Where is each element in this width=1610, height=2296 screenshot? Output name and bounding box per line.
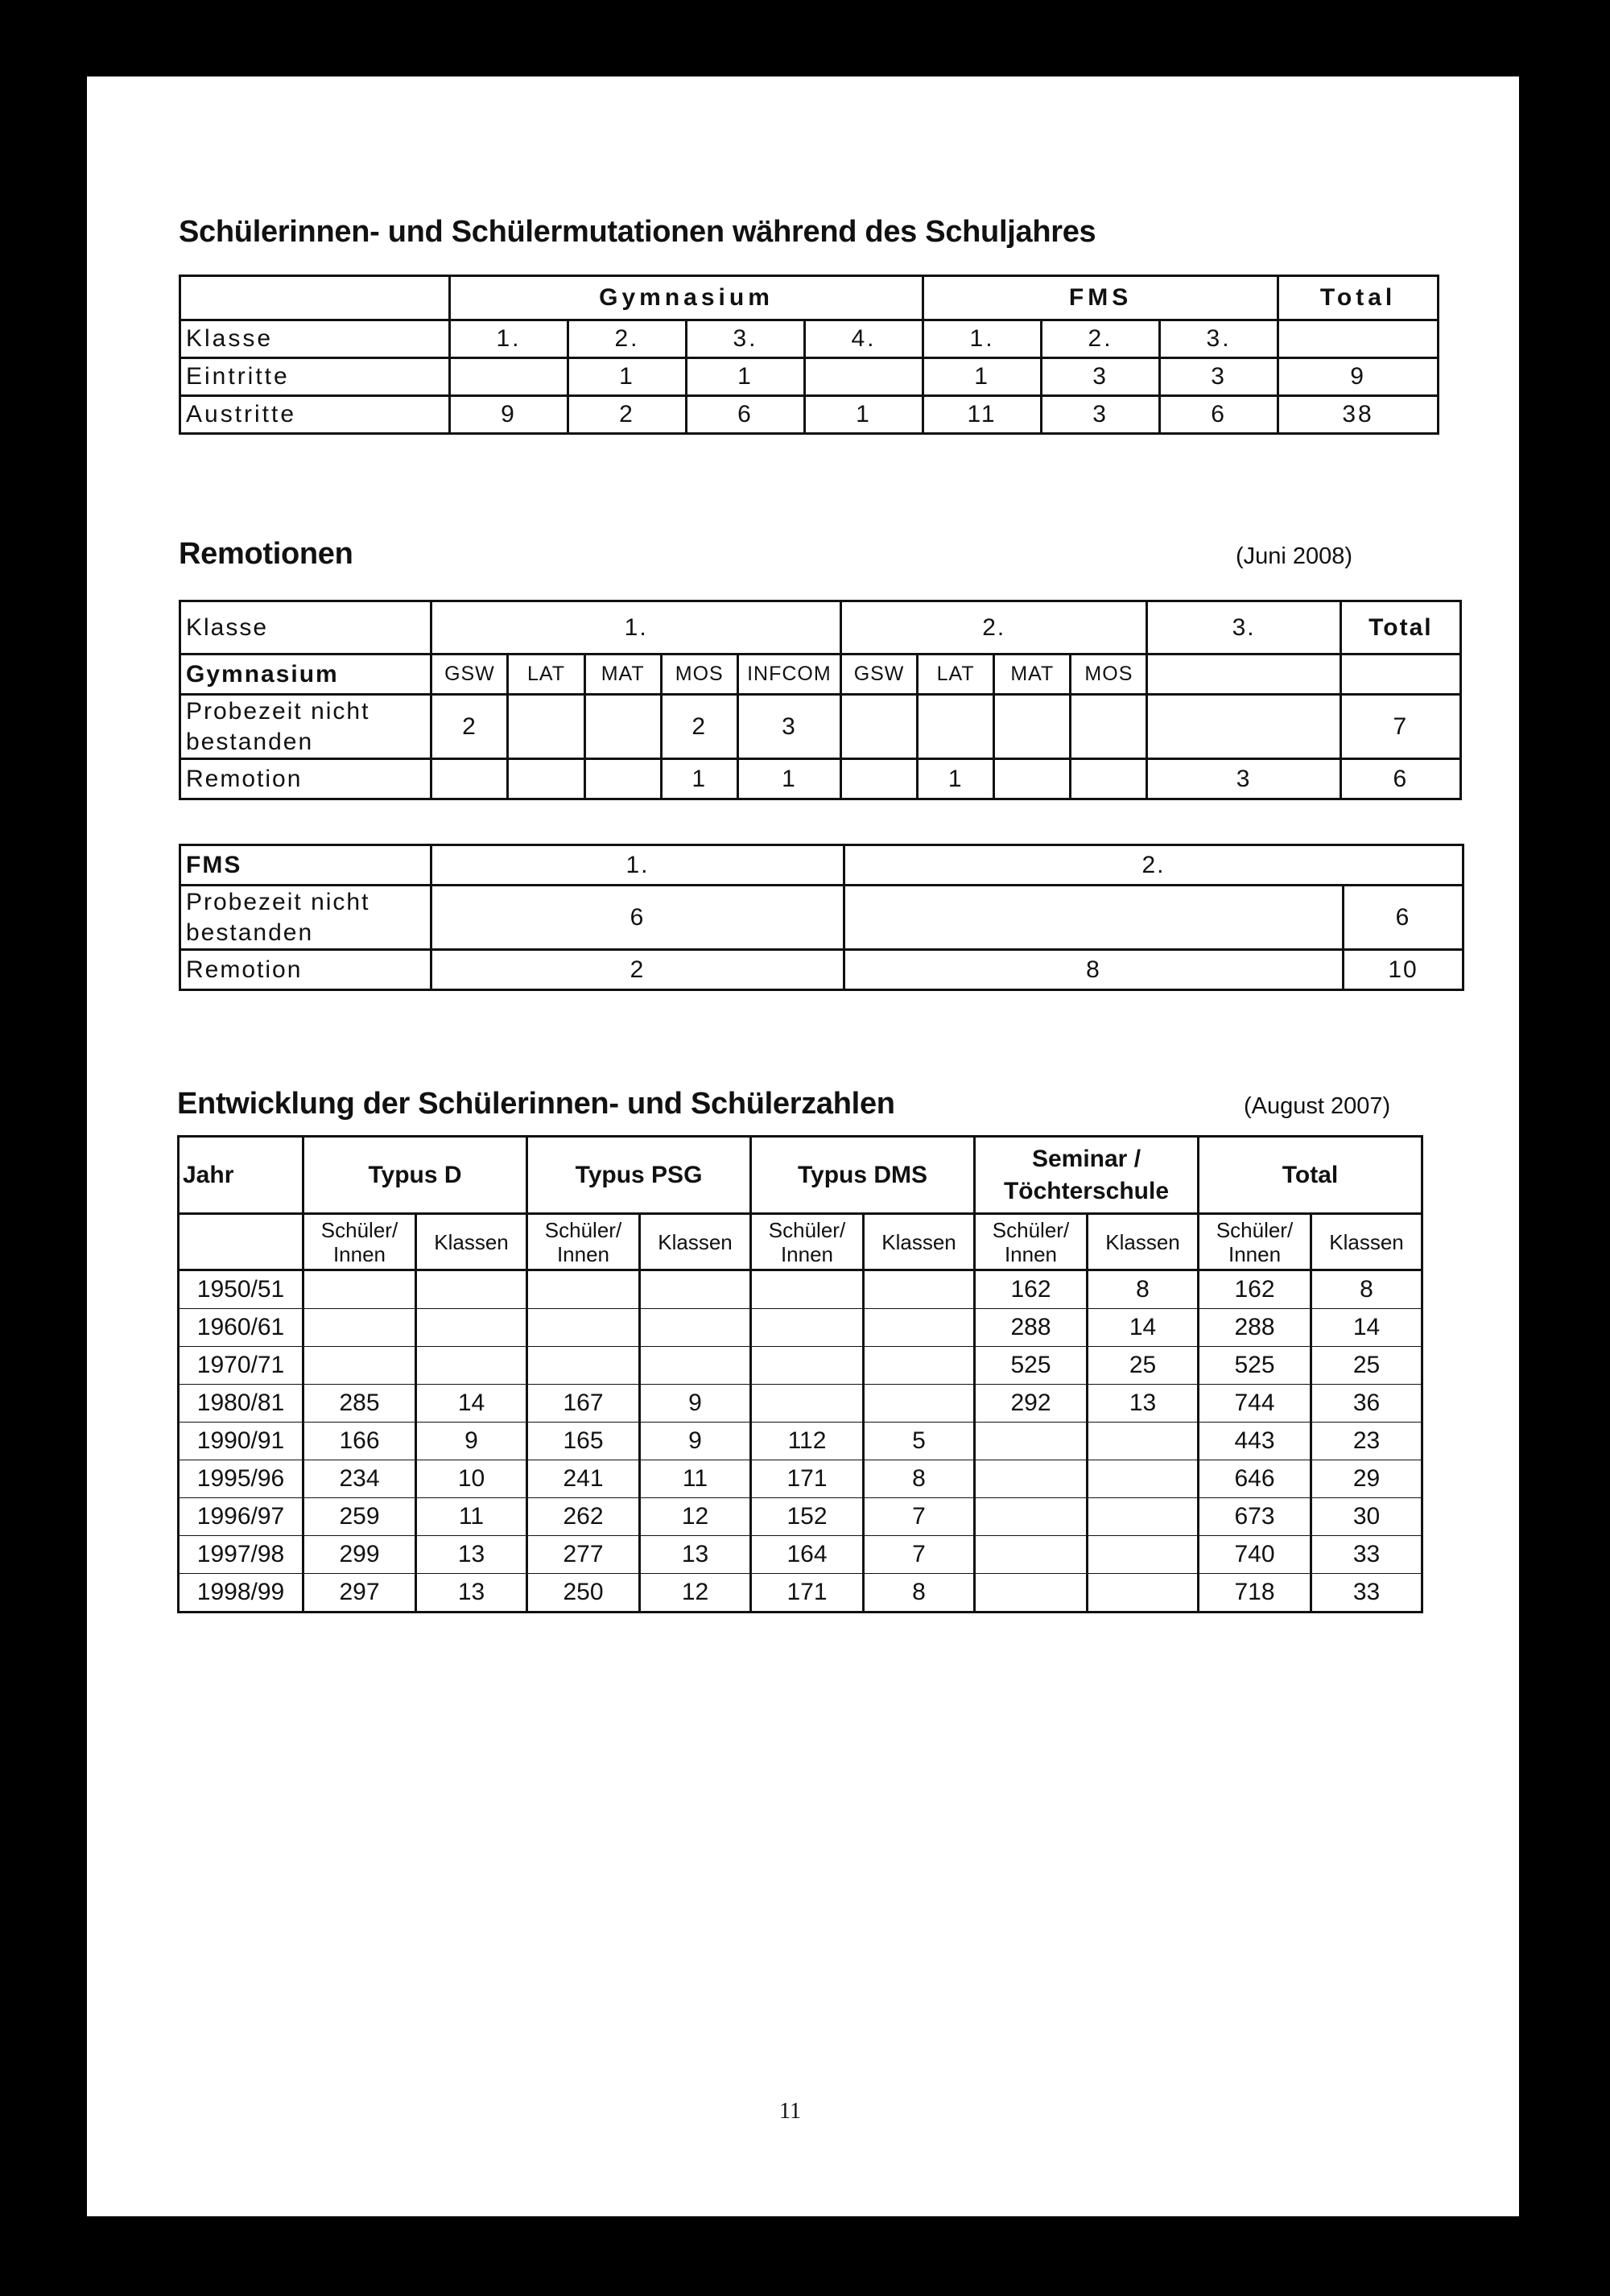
cell: 3 (1147, 759, 1340, 799)
cell: 13 (640, 1536, 751, 1574)
year-cell: 1998/99 (179, 1574, 303, 1613)
cell: 646 (1199, 1460, 1311, 1498)
cell: 673 (1199, 1498, 1311, 1536)
cell: 162 (975, 1270, 1088, 1309)
table-row (180, 886, 1463, 950)
cell: 3 (1160, 358, 1278, 396)
cell: 277 (527, 1536, 640, 1574)
cell: 299 (303, 1536, 416, 1574)
cell (975, 1536, 1088, 1574)
cell (918, 695, 994, 759)
sub-classes: Klassen (416, 1214, 527, 1270)
cell (584, 759, 661, 799)
document-page (87, 76, 1519, 2216)
cell (303, 1270, 416, 1309)
cell: 14 (1088, 1309, 1199, 1347)
sub-students: Schüler/ Innen (1199, 1214, 1311, 1270)
row-label: Klasse (180, 320, 450, 358)
year-cell: 1980/81 (179, 1385, 303, 1423)
group-fms: FMS (923, 276, 1278, 320)
cell: 1 (923, 358, 1042, 396)
gymnasium-label: Gymnasium (180, 655, 431, 695)
row-label: Austritte (180, 396, 450, 434)
sub-classes: Klassen (1311, 1214, 1422, 1270)
cell (994, 759, 1071, 799)
sub-students: Schüler/ Innen (975, 1214, 1088, 1270)
cell: 3. (687, 320, 805, 358)
cell: 7 (864, 1536, 975, 1574)
table-row (179, 1536, 1422, 1574)
sub-classes: Klassen (1088, 1214, 1199, 1270)
cell (975, 1460, 1088, 1498)
cell (1088, 1536, 1199, 1574)
cell: 241 (527, 1460, 640, 1498)
cell: 6 (431, 886, 844, 950)
cell: 1 (568, 358, 687, 396)
row-label: Probezeit nicht bestanden (180, 886, 431, 950)
cell (975, 1574, 1088, 1613)
group-total: Total (1278, 276, 1439, 320)
cell: 6 (1340, 759, 1460, 799)
table-row (179, 1385, 1422, 1423)
year-cell: 1995/96 (179, 1460, 303, 1498)
cell (416, 1347, 527, 1385)
year-cell: 1990/91 (179, 1423, 303, 1460)
year-cell: 1997/98 (179, 1536, 303, 1574)
table-row (179, 1270, 1422, 1309)
cell: 292 (975, 1385, 1088, 1423)
cell: 171 (751, 1574, 864, 1613)
group-gymnasium: Gymnasium (450, 276, 923, 320)
cell: 7 (1340, 695, 1460, 759)
cell: 8 (844, 950, 1344, 990)
sub-students: Schüler/ Innen (751, 1214, 864, 1270)
cell: 1 (918, 759, 994, 799)
cell: 29 (1311, 1460, 1422, 1498)
cell: 10 (1344, 950, 1463, 990)
cell: 8 (864, 1574, 975, 1613)
table-row (179, 1498, 1422, 1536)
sub-header-row (179, 1214, 1422, 1270)
cell: 259 (303, 1498, 416, 1536)
row-label: Remotion (180, 759, 431, 799)
cell: 250 (527, 1574, 640, 1613)
cell (527, 1270, 640, 1309)
cell (640, 1270, 751, 1309)
fms-klasse-row (180, 845, 1463, 886)
cell (841, 695, 918, 759)
cell (841, 759, 918, 799)
cell: 165 (527, 1423, 640, 1460)
cell: 167 (527, 1385, 640, 1423)
entwicklung-date: (August 2007) (1244, 1093, 1391, 1119)
empty-cell (1340, 655, 1460, 695)
table-row (179, 1574, 1422, 1613)
cell: 3 (1042, 358, 1160, 396)
cell: 2. (1042, 320, 1160, 358)
group-typus-psg: Typus PSG (527, 1137, 751, 1214)
cell: 11 (640, 1460, 751, 1498)
table-row (179, 1460, 1422, 1498)
cell: 33 (1311, 1574, 1422, 1613)
cell (416, 1309, 527, 1347)
cell: 8 (1088, 1270, 1199, 1309)
cell (1147, 695, 1340, 759)
group-header-row (180, 276, 1439, 320)
cell: 3 (737, 695, 840, 759)
klasse-total: Total (1340, 601, 1460, 655)
jahr-header: Jahr (179, 1137, 303, 1214)
cell (864, 1385, 975, 1423)
cell: 3 (1042, 396, 1160, 434)
cell (805, 358, 923, 396)
cell (584, 695, 661, 759)
table-row (179, 1309, 1422, 1347)
cell: 9 (640, 1423, 751, 1460)
cell: 2 (431, 695, 508, 759)
subject-gsw: GSW (431, 655, 508, 695)
cell: 1. (450, 320, 568, 358)
cell: 152 (751, 1498, 864, 1536)
cell: 744 (1199, 1385, 1311, 1423)
cell (751, 1309, 864, 1347)
cell: 36 (1311, 1385, 1422, 1423)
cell (975, 1498, 1088, 1536)
cell: 525 (975, 1347, 1088, 1385)
cell: 13 (1088, 1385, 1199, 1423)
group-total: Total (1199, 1137, 1422, 1214)
cell: 1 (737, 759, 840, 799)
subject-lat: LAT (508, 655, 584, 695)
table-row (180, 695, 1461, 759)
cell: 4. (805, 320, 923, 358)
cell: 8 (864, 1460, 975, 1498)
cell: 9 (416, 1423, 527, 1460)
section-title-mutationen: Schülerinnen- und Schülermutationen während des Schuljahres (179, 215, 1096, 249)
cell: 14 (1311, 1309, 1422, 1347)
group-header-row (179, 1137, 1422, 1214)
cell: 8 (1311, 1270, 1422, 1309)
cell: 740 (1199, 1536, 1311, 1574)
klasse-1: 1. (431, 845, 844, 886)
cell: 11 (923, 396, 1042, 434)
cell: 288 (975, 1309, 1088, 1347)
subject-gsw: GSW (841, 655, 918, 695)
cell: 262 (527, 1498, 640, 1536)
cell (751, 1385, 864, 1423)
cell: 285 (303, 1385, 416, 1423)
cell: 443 (1199, 1423, 1311, 1460)
row-label: Eintritte (180, 358, 450, 396)
cell: 297 (303, 1574, 416, 1613)
cell (640, 1309, 751, 1347)
cell: 33 (1311, 1536, 1422, 1574)
cell (303, 1347, 416, 1385)
section-title-remotionen: Remotionen (179, 537, 353, 571)
cell: 171 (751, 1460, 864, 1498)
cell: 23 (1311, 1423, 1422, 1460)
cell (975, 1423, 1088, 1460)
sub-classes: Klassen (864, 1214, 975, 1270)
table-row (180, 396, 1439, 434)
year-cell: 1996/97 (179, 1498, 303, 1536)
group-typus-d: Typus D (303, 1137, 527, 1214)
table-row (180, 358, 1439, 396)
cell: 718 (1199, 1574, 1311, 1613)
sub-students: Schüler/ Innen (527, 1214, 640, 1270)
cell (1071, 759, 1147, 799)
klasse-2: 2. (844, 845, 1463, 886)
empty-cell (179, 1214, 303, 1270)
cell (844, 886, 1344, 950)
table-row (180, 950, 1463, 990)
subject-lat: LAT (918, 655, 994, 695)
empty-cell (1147, 655, 1340, 695)
cell (751, 1270, 864, 1309)
cell (994, 695, 1071, 759)
cell: 166 (303, 1423, 416, 1460)
cell: 13 (416, 1574, 527, 1613)
entwicklung-body (179, 1270, 1422, 1613)
subject-mos: MOS (661, 655, 737, 695)
cell: 6 (1344, 886, 1463, 950)
cell: 14 (416, 1385, 527, 1423)
year-cell: 1960/61 (179, 1309, 303, 1347)
cell (431, 759, 508, 799)
cell: 11 (416, 1498, 527, 1536)
section-title-entwicklung: Entwicklung der Schülerinnen- und Schülerzahlen (177, 1087, 895, 1121)
cell (450, 358, 568, 396)
cell: 288 (1199, 1309, 1311, 1347)
cell: 164 (751, 1536, 864, 1574)
cell: 2 (431, 950, 844, 990)
subject-infcom: INFCOM (737, 655, 840, 695)
cell: 10 (416, 1460, 527, 1498)
remotionen-gymnasium-table (179, 600, 1462, 800)
cell: 7 (864, 1498, 975, 1536)
sub-students: Schüler/ Innen (303, 1214, 416, 1270)
cell (1088, 1574, 1199, 1613)
cell: 9 (1278, 358, 1439, 396)
cell (751, 1347, 864, 1385)
remotionen-fms-table (179, 844, 1464, 991)
cell: 9 (450, 396, 568, 434)
cell: 2 (568, 396, 687, 434)
cell: 13 (416, 1536, 527, 1574)
row-label: Probezeit nicht bestanden (180, 695, 431, 759)
sub-classes: Klassen (640, 1214, 751, 1270)
cell: 1. (923, 320, 1042, 358)
klasse-3: 3. (1147, 601, 1340, 655)
mutationen-table (179, 275, 1439, 435)
cell (527, 1347, 640, 1385)
cell: 112 (751, 1423, 864, 1460)
cell: 12 (640, 1498, 751, 1536)
table-row (179, 1347, 1422, 1385)
cell (1278, 320, 1439, 358)
cell (864, 1270, 975, 1309)
group-typus-dms: Typus DMS (751, 1137, 975, 1214)
cell: 25 (1088, 1347, 1199, 1385)
table-row (180, 759, 1461, 799)
subject-mat: MAT (994, 655, 1071, 695)
klasse-label: Klasse (180, 601, 431, 655)
cell (508, 759, 584, 799)
cell: 3. (1160, 320, 1278, 358)
cell: 30 (1311, 1498, 1422, 1536)
table-row (180, 320, 1439, 358)
cell: 9 (640, 1385, 751, 1423)
cell (527, 1309, 640, 1347)
cell (1088, 1460, 1199, 1498)
year-cell: 1950/51 (179, 1270, 303, 1309)
klasse-1: 1. (431, 601, 841, 655)
cell (508, 695, 584, 759)
cell: 525 (1199, 1347, 1311, 1385)
klasse-2: 2. (841, 601, 1147, 655)
cell (640, 1347, 751, 1385)
year-cell: 1970/71 (179, 1347, 303, 1385)
subject-mat: MAT (584, 655, 661, 695)
cell (864, 1309, 975, 1347)
cell (1071, 695, 1147, 759)
cell (303, 1309, 416, 1347)
cell: 162 (1199, 1270, 1311, 1309)
cell: 2. (568, 320, 687, 358)
cell: 6 (1160, 396, 1278, 434)
remotionen-date: (Juni 2008) (1236, 543, 1353, 569)
cell (1088, 1498, 1199, 1536)
cell (864, 1347, 975, 1385)
row-label: Remotion (180, 950, 431, 990)
cell: 25 (1311, 1347, 1422, 1385)
cell: 38 (1278, 396, 1439, 434)
cell: 1 (687, 358, 805, 396)
empty-cell (180, 276, 450, 320)
cell: 12 (640, 1574, 751, 1613)
cell (1088, 1423, 1199, 1460)
klasse-row (180, 601, 1461, 655)
entwicklung-table (177, 1135, 1423, 1613)
cell: 234 (303, 1460, 416, 1498)
table-row (179, 1423, 1422, 1460)
cell: 5 (864, 1423, 975, 1460)
group-seminar: Seminar / Töchterschule (975, 1137, 1199, 1214)
fms-label: FMS (180, 845, 431, 886)
page-number: 11 (779, 2099, 801, 2124)
cell: 1 (805, 396, 923, 434)
cell: 6 (687, 396, 805, 434)
subject-row (180, 655, 1461, 695)
cell: 1 (661, 759, 737, 799)
subject-mos: MOS (1071, 655, 1147, 695)
cell (416, 1270, 527, 1309)
cell: 2 (661, 695, 737, 759)
